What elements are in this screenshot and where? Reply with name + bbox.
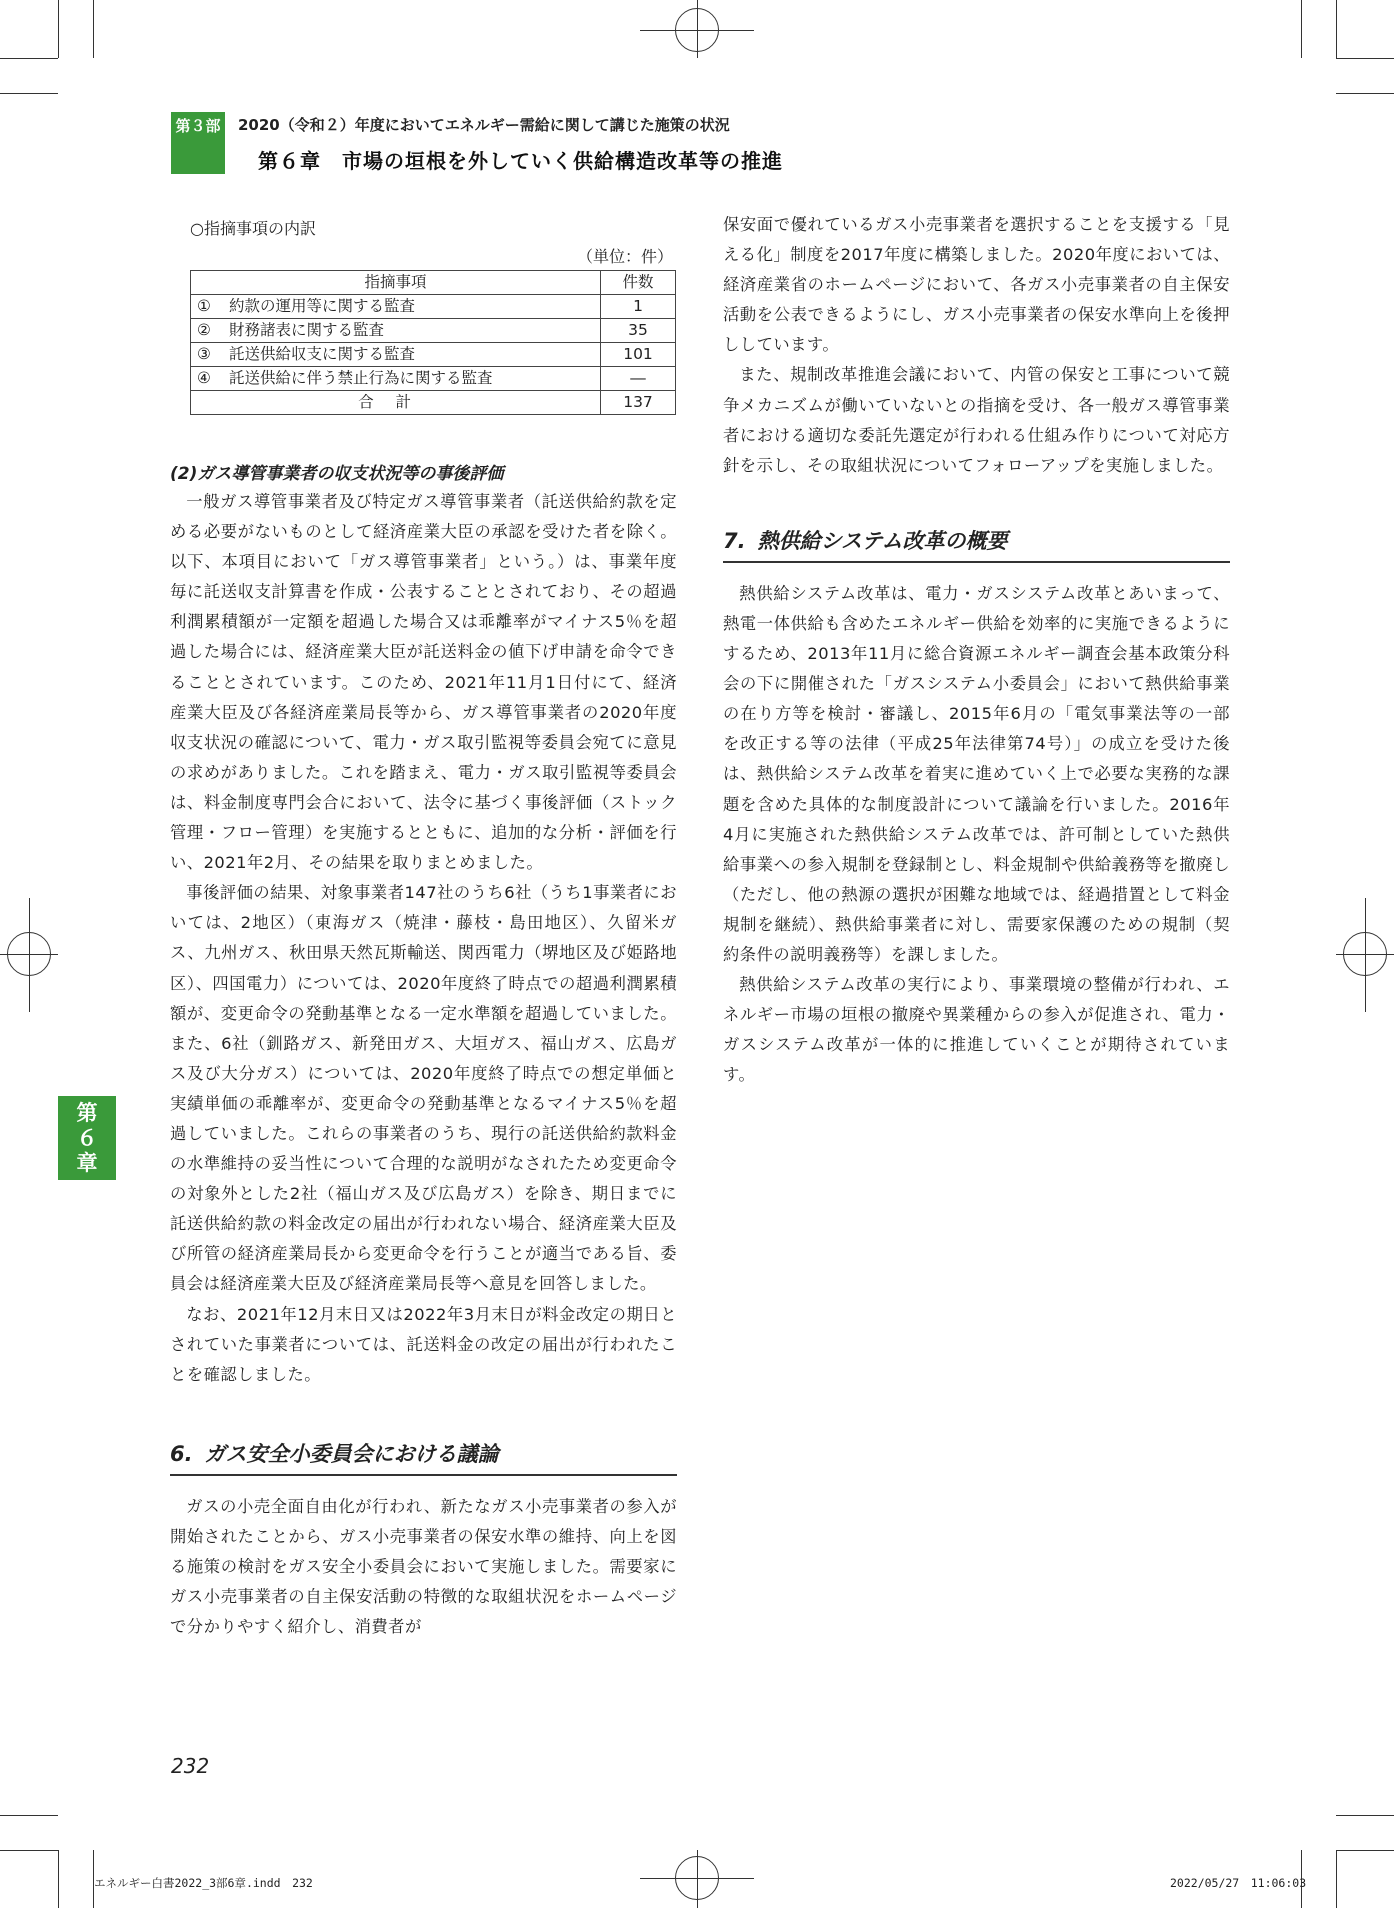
table-header-cell: 件数 (601, 271, 676, 295)
item-number: ① (197, 297, 211, 315)
crop-mark (1336, 93, 1394, 94)
crop-mark (1336, 1815, 1394, 1816)
table-header-cell: 指摘事項 (191, 271, 601, 295)
body-paragraph: 保安面で優れているガス小売事業者を選択することを支援する「見える化」制度を2017年度に構築しました。2020年度においては、経済産業省のホームページにおいて、各ガス小売事業者の自主保安活動を公表できるようにし、ガス小売事業者の保安水準向上を後押ししています。 (723, 215, 1230, 355)
body-paragraph: 一般ガス導管事業者及び特定ガス導管事業者（託送供給約款を定める必要がないものとして経済産業大臣の承認を受けた者を除く。以下、本項目において「ガス導管事業者」という。）は、事業年度毎に託送収支計算書を作成・公表することとされており、その超過利潤累積額が一定額を超過した場合又は乖離率がマイナス5％を超過した場合には、経済産業大臣が託送料金の値下げ申請を命令できることとされています。このため、2021年11月1日付にて、経済産業大臣及び各経済産業局長等から、ガス導管事業者の2020年度収支状況の確認について、電力・ガス取引監視等委員会宛てに意見の求めがありました。これを踏まえ、電力・ガス取引監視等委員会は、料金制度専門会合において、法令に基づく事後評価（ストック管理・フロー管理）を実施するとともに、追加的な分析・評価を行い、2021年2月、その結果を取りまとめました。 (170, 492, 677, 873)
table-cell-count: ― (601, 367, 676, 391)
crop-mark (0, 1815, 58, 1816)
body-paragraph: 熱供給システム改革の実行により、事業環境の整備が行われ、エネルギー市場の垣根の撤廃や異業種からの参入が促進され、電力・ガスシステム改革が一体的に推進していくことが期待されています。 (723, 975, 1230, 1085)
item-label: 財務諸表に関する監査 (229, 321, 385, 339)
table-row (191, 319, 676, 343)
chapter-title: 第６章 市場の垣根を外していく供給構造改革等の推進 (258, 149, 783, 173)
chapter-side-tab-char: 第 (76, 1101, 98, 1125)
crop-mark (93, 0, 94, 58)
table-row (191, 343, 676, 367)
part-title: 2020（令和２）年度においてエネルギー需給に関して講じた施策の状況 (238, 116, 730, 134)
table-row (191, 367, 676, 391)
body-paragraph: ガスの小売全面自由化が行われ、新たなガス小売事業者の参入が開始されたことから、ガス小売事業者の保安水準の維持、向上を図る施策の検討をガス安全小委員会において実施しました。需要家にガス小売事業者の自主保安活動の特徴的な取組状況をホームページで分かりやすく紹介し、消費者が (170, 1496, 677, 1637)
table-cell-item (191, 319, 601, 343)
chapter-side-tab (58, 1096, 116, 1180)
footer-file-info: エネルギー白書2022_3部6章.indd 232 (94, 1876, 313, 1890)
table-cell-count: 35 (601, 319, 676, 343)
chapter-side-tab-char: ６ (76, 1126, 98, 1150)
registration-mark (675, 1856, 719, 1900)
subsection-heading: (2)ガス導管事業者の収支状況等の事後評価 (170, 464, 504, 484)
body-paragraph: なお、2021年12月末日又は2022年3月末日が料金改定の期日とされていた事業者については、託送料金の改定の届出が行われたことを確認しました。 (170, 1304, 677, 1384)
crop-mark (58, 0, 59, 58)
table-total-row (191, 391, 676, 415)
registration-mark (1343, 932, 1387, 976)
crop-mark (1336, 0, 1337, 58)
table-unit: （単位：件） (576, 247, 673, 266)
table-total-label: 合計 (191, 391, 601, 415)
crop-mark (58, 1850, 59, 1908)
table-cell-item (191, 295, 601, 319)
item-number: ④ (197, 369, 211, 387)
item-label: 託送供給に伴う禁止行為に関する監査 (229, 369, 493, 387)
right-column (723, 210, 1230, 1090)
registration-mark (675, 8, 719, 52)
left-column (170, 210, 677, 1642)
crop-mark (1301, 0, 1302, 58)
table-total-count: 137 (601, 391, 676, 415)
inspection-findings-table (190, 270, 676, 415)
crop-mark (1336, 58, 1394, 59)
item-label: 託送供給収支に関する監査 (229, 345, 416, 363)
section-number: 6. (170, 1441, 193, 1466)
crop-mark (0, 1850, 58, 1851)
body-paragraph: 熱供給システム改革は、電力・ガスシステム改革とあいまって、熱電一体供給も含めたエネルギー供給を効率的に実施できるようにするため、2013年11月に総合資源エネルギー調査会基本政策分科会の下に開催された「ガスシステム小委員会」において熱供給事業の在り方等を検討・審議し、2015年6月の「電気事業法等の一部を改正する等の法律（平成25年法律第74号）」の成立を受けた後は、熱供給システム改革を着実に進めていく上で必要な実務的な課題を含めた具体的な制度設計について議論を行いました。2016年4月に実施された熱供給システム改革では、許可制としていた熱供給事業への参入規制を登録制とし、料金規制や供給義務等を撤廃し（ただし、他の熱源の選択が困難な地域では、経過措置として料金規制を継続）、熱供給事業者に対し、需要家保護のための規制（契約条件の説明義務等）を課しました。 (723, 583, 1230, 964)
table-cell-count: 1 (601, 295, 676, 319)
item-number: ③ (197, 345, 211, 363)
body-paragraph: また、規制改革推進会議において、内管の保安と工事について競争メカニズムが働いていないとの指摘を受け、各一般ガス導管事業者における適切な委託先選定が行われる仕組み作りについて対応方針を示し、その取組状況についてフォローアップを実施しました。 (723, 365, 1230, 475)
section-title: ガス安全小委員会における議論 (204, 1441, 499, 1466)
page-number: 232 (171, 1754, 210, 1778)
section-number: 7. (723, 528, 746, 553)
table-cell-item (191, 343, 601, 367)
table-row (191, 295, 676, 319)
crop-mark (0, 93, 58, 94)
item-number: ② (197, 321, 211, 339)
registration-mark (7, 932, 51, 976)
crop-mark (0, 58, 58, 59)
crop-mark (1336, 1850, 1394, 1851)
part-badge: 第３部 (171, 112, 225, 140)
section-title: 熱供給システム改革の概要 (757, 528, 1008, 553)
header-accent-bar (171, 140, 225, 174)
footer-datetime: 2022/05/27 11:06:03 (1170, 1876, 1307, 1890)
item-label: 約款の運用等に関する監査 (229, 297, 416, 315)
table-cell-count: 101 (601, 343, 676, 367)
table-caption: ○指摘事項の内訳 (190, 219, 316, 238)
chapter-side-tab-char: 章 (76, 1151, 98, 1175)
body-paragraph: 事後評価の結果、対象事業者147社のうち6社（うち1事業者においては、2地区）（東海ガス（焼津・藤枝・島田地区）、久留米ガス、九州ガス、秋田県天然瓦斯輸送、関西電力（堺地区及び姫路地区）、四国電力）については、2020年度終了時点での超過利潤累積額が、変更命令の発動基準となる一定水準額を超過していました。また、6社（釧路ガス、新発田ガス、大垣ガス、福山ガス、広島ガス及び大分ガス）については、2020年度終了時点での想定単価と実績単価の乖離率が、変更命令の発動基準となるマイナス5％を超過していました。これらの事業者のうち、現行の託送供給約款料金の水準維持の妥当性について合理的な説明がなされたため変更命令の対象外とした2社（福山ガス及び広島ガス）を除き、期日までに託送供給約款の料金改定の届出が行われない場合、経済産業大臣及び所管の経済産業局長から変更命令を行うことが適当である旨、委員会は経済産業大臣及び経済産業局長等へ意見を回答しました。 (170, 883, 677, 1294)
table-cell-item (191, 367, 601, 391)
table-header-row (191, 271, 676, 295)
crop-mark (1336, 1850, 1337, 1908)
section-heading (170, 1438, 677, 1476)
section-heading (723, 525, 1230, 563)
